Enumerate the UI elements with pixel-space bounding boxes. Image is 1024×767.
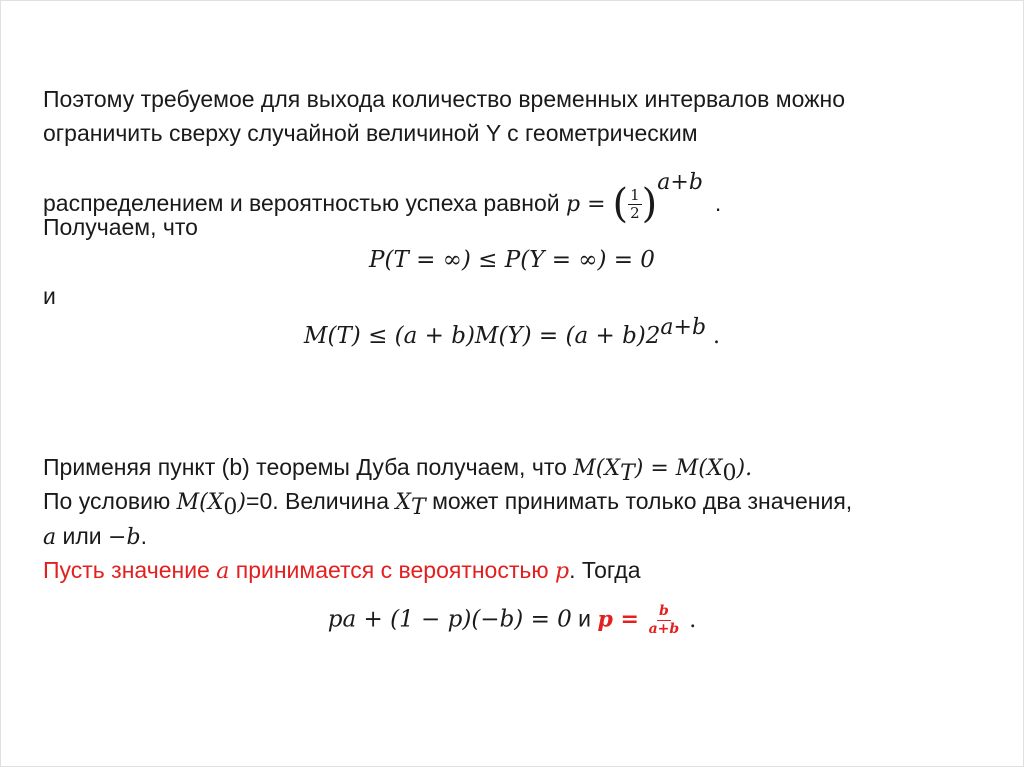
text-line: Поэтому требуемое для выхода количество временных интервалов можно: [43, 86, 846, 112]
equation-1: P(T = ∞) ≤ P(Y = ∞) = 0: [369, 247, 655, 273]
math-subscript: 0: [722, 461, 737, 486]
text-segment: может принимать только два значения,: [425, 488, 853, 514]
math-expression: M(X: [573, 456, 621, 481]
equation-2: [1, 314, 1023, 351]
text-segment: Применяя пункт (b) теоремы Дуба получаем, что: [43, 454, 574, 480]
fraction-denominator: 2: [630, 204, 640, 223]
equation-body: pa + (1 − p)(−b) = 0: [327, 606, 572, 633]
fraction-numerator: 1: [630, 186, 640, 205]
fraction-denominator: a+b: [648, 621, 680, 637]
fraction-numerator: b: [658, 603, 669, 619]
red-math-variable-p: p: [597, 606, 613, 633]
math-fraction: [628, 187, 642, 222]
math-variable-p: p: [565, 192, 581, 217]
red-text-segment: принимается с вероятностью: [229, 557, 555, 583]
text-segment: =0. Величина: [246, 488, 396, 514]
math-exponent: a+b: [660, 315, 707, 340]
equation-3: [1, 603, 1023, 638]
text-segment: или: [56, 523, 109, 549]
text-line-with-formula: [43, 453, 752, 488]
punctuation: .: [140, 523, 147, 549]
math-subscript: 0: [223, 495, 238, 520]
math-expression: ) = M(X: [634, 456, 723, 481]
text-line: Получаем, что: [43, 214, 198, 240]
math-paren: ): [641, 181, 658, 227]
text-segment: распределением и вероятностью успеха равной: [43, 190, 566, 216]
math-expression: ).: [736, 456, 753, 481]
text-segment: и: [571, 605, 598, 632]
math-expression: ): [237, 490, 247, 515]
red-text-segment: Пусть значение: [43, 557, 217, 583]
text-line-highlighted: [43, 556, 641, 586]
math-variable: X: [395, 490, 412, 515]
math-operator: =: [580, 192, 613, 217]
math-exponent: a+b: [657, 170, 703, 195]
text-line-with-formula: [43, 487, 852, 522]
punctuation: .: [706, 324, 721, 349]
text-line: ограничить сверху случайной величиной Y с геометрическим: [43, 120, 698, 146]
text-line-with-formula: [43, 522, 147, 552]
red-math-operator: =: [612, 606, 647, 633]
math-variable-a: a: [43, 525, 57, 550]
punctuation: .: [689, 607, 697, 633]
text-segment: . Тогда: [569, 557, 641, 583]
red-math-fraction: [647, 603, 682, 638]
math-variable-neg-b: −b: [108, 525, 141, 550]
math-subscript: T: [411, 495, 426, 520]
math-expression: M(X: [176, 490, 224, 515]
equation-body: M(T) ≤ (a + b)M(Y) = (a + b)2: [303, 323, 661, 349]
red-math-variable-p: p: [555, 559, 570, 584]
math-subscript: T: [620, 461, 635, 486]
red-math-variable-a: a: [216, 559, 230, 584]
text-line: и: [43, 283, 56, 309]
punctuation: .: [714, 190, 722, 216]
text-segment: По условию: [43, 488, 177, 514]
math-paren: (: [612, 181, 629, 227]
